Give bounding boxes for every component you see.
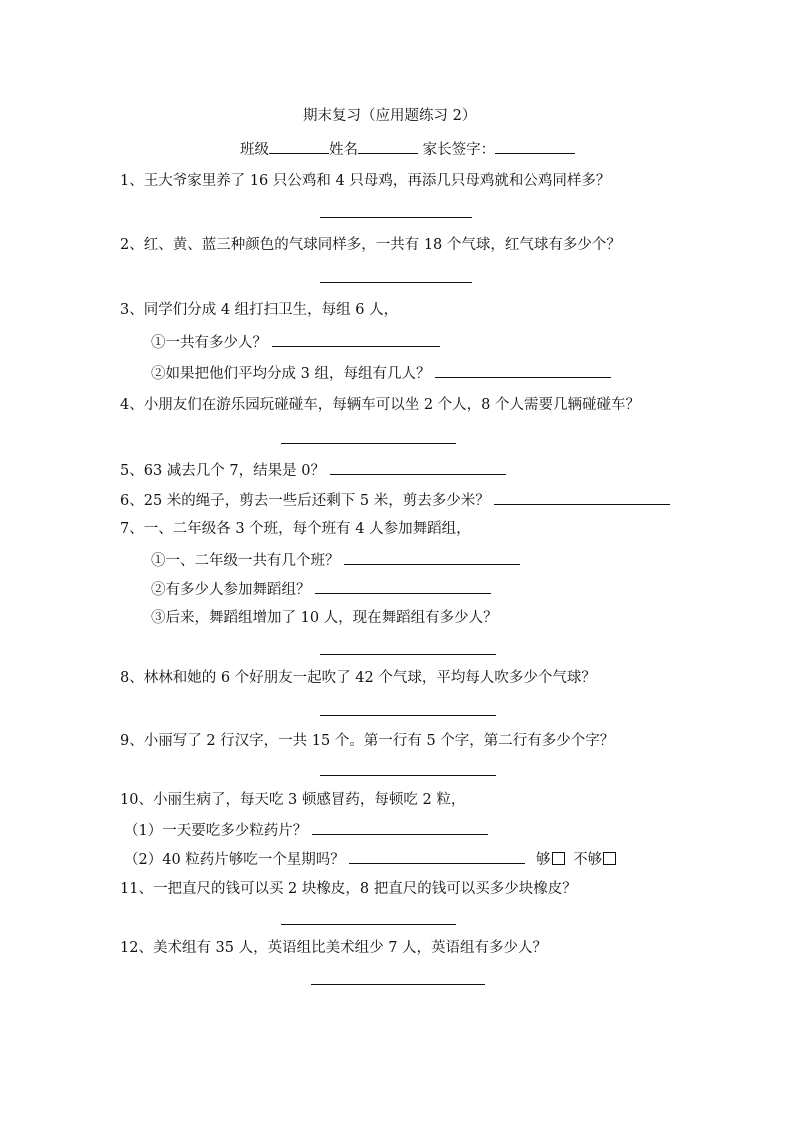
question-5 (120, 460, 506, 480)
name-label: 姓名 (329, 142, 358, 158)
not-enough-checkbox[interactable] (603, 852, 616, 865)
answer-line-11[interactable] (281, 924, 456, 925)
question-10b-text: （2）40 粒药片够吃一个星期吗？ (124, 852, 345, 868)
student-info-row (240, 139, 575, 159)
answer-blank-10a[interactable] (312, 820, 488, 835)
question-1: 1、王大爷家里养了 16 只公鸡和 4 只母鸡，再添几只母鸡就和公鸡同样多？ (120, 173, 611, 189)
question-3b-text: ②如果把他们平均分成 3 组，每组有几人？ (151, 366, 431, 382)
question-12: 12、美术组有 35 人，英语组比美术组少 7 人，英语组有多少人？ (120, 940, 548, 956)
question-7c: ③后来，舞蹈组增加了 10 人，现在舞蹈组有多少人？ (151, 610, 498, 626)
name-blank[interactable] (358, 139, 418, 154)
question-3a (151, 332, 440, 352)
answer-line-2[interactable] (320, 282, 472, 283)
question-7a-text: ①一、二年级一共有几个班？ (151, 553, 340, 569)
question-9: 9、小丽写了 2 行汉字，一共 15 个。第一行有 5 个字，第二行有多少个字？ (120, 733, 615, 749)
question-3a-text: ①一共有多少人？ (151, 335, 267, 351)
question-10a-text: （1）一天要吃多少粒药片？ (124, 823, 308, 839)
question-4: 4、小朋友们在游乐园玩碰碰车，每辆车可以坐 2 个人，8 个人需要几辆碰碰车？ (120, 397, 641, 413)
question-7b (151, 579, 491, 599)
question-8: 8、林林和她的 6 个好朋友一起吹了 42 个气球，平均每人吹多少个气球？ (120, 670, 596, 686)
answer-blank-6[interactable] (494, 490, 670, 505)
class-label: 班级 (240, 142, 269, 158)
question-10: 10、小丽生病了，每天吃 3 顿感冒药，每顿吃 2 粒， (120, 792, 466, 808)
answer-blank-10b[interactable] (349, 849, 525, 864)
question-11: 11、一把直尺的钱可以买 2 块橡皮，8 把直尺的钱可以买多少块橡皮？ (120, 881, 577, 897)
question-10a (124, 820, 488, 840)
answer-blank-3b[interactable] (435, 363, 611, 378)
parent-sign-blank[interactable] (495, 139, 575, 154)
parent-sign-label: 家长签字： (422, 142, 496, 158)
answer-blank-7b[interactable] (315, 579, 491, 594)
answer-line-9[interactable] (320, 775, 496, 776)
answer-line-7c[interactable] (320, 654, 496, 655)
question-5-text: 5、63 减去几个 7，结果是 0？ (120, 463, 325, 479)
enough-option-label: 够 (536, 852, 551, 868)
question-6-text: 6、25 米的绳子，剪去一些后还剩下 5 米，剪去多少米？ (120, 493, 490, 509)
question-7b-text: ②有多少人参加舞蹈组？ (151, 582, 311, 598)
not-enough-option-label: 不够 (573, 852, 603, 868)
answer-blank-3a[interactable] (272, 332, 440, 347)
question-3b (151, 363, 611, 383)
answer-line-1[interactable] (320, 217, 472, 218)
question-10b (124, 849, 616, 869)
answer-line-8[interactable] (320, 715, 496, 716)
answer-blank-7a[interactable] (344, 550, 520, 565)
page-title: 期末复习（应用题练习 2） (303, 108, 477, 124)
answer-blank-5[interactable] (330, 460, 506, 475)
question-3: 3、同学们分成 4 组打扫卫生，每组 6 人， (120, 302, 399, 318)
question-6 (120, 490, 670, 510)
question-7: 7、一、二年级各 3 个班，每个班有 4 人参加舞蹈组， (120, 521, 471, 537)
answer-line-12[interactable] (311, 984, 485, 985)
question-2: 2、红、黄、蓝三种颜色的气球同样多，一共有 18 个气球，红气球有多少个？ (120, 237, 621, 253)
class-blank[interactable] (269, 139, 329, 154)
question-7a (151, 550, 520, 570)
enough-checkbox[interactable] (552, 852, 565, 865)
answer-line-4[interactable] (281, 443, 456, 444)
